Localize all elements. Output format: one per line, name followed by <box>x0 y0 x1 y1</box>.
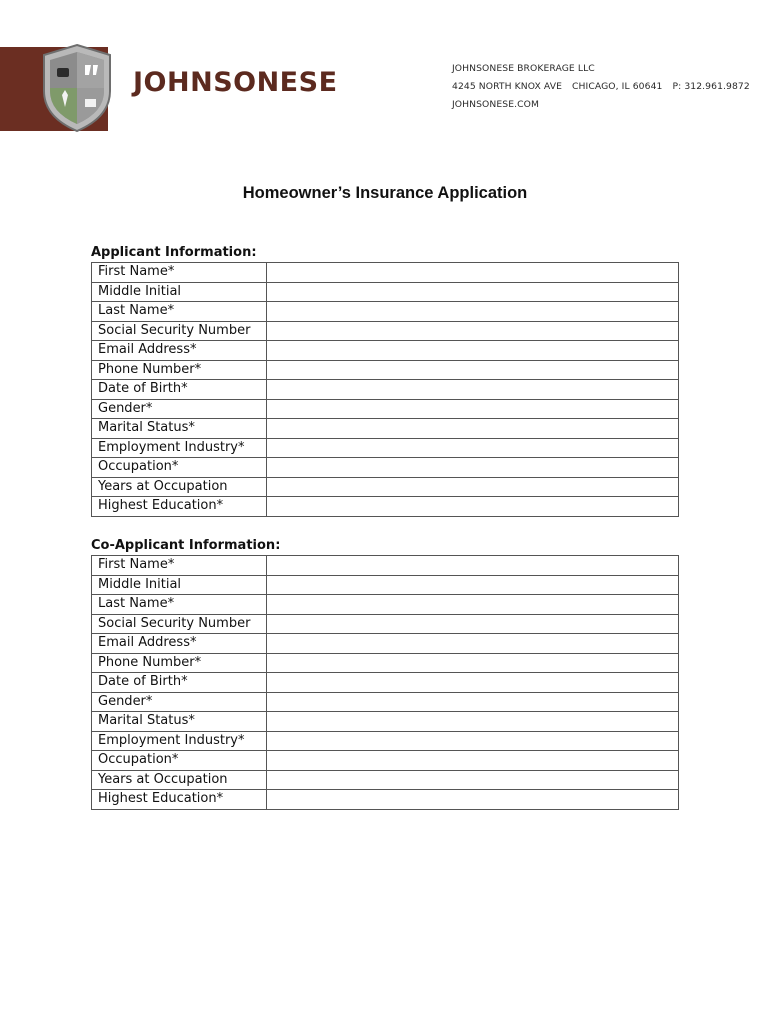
field-label-social-security-number: Social Security Number <box>92 321 267 341</box>
field-input-occupation[interactable] <box>267 458 679 478</box>
field-input-first-name[interactable] <box>267 263 679 283</box>
field-input-occupation[interactable] <box>267 751 679 771</box>
field-label-email-address: Email Address* <box>92 341 267 361</box>
company-name: JOHNSONESE BROKERAGE LLC <box>452 63 595 74</box>
address-street: 4245 NORTH KNOX AVE <box>452 81 563 92</box>
field-input-employment-industry[interactable] <box>267 731 679 751</box>
website-link[interactable]: JOHNSONESE.COM <box>452 99 539 110</box>
form-row <box>92 790 679 810</box>
field-label-highest-education: Highest Education* <box>92 790 267 810</box>
section-title-co-applicant: Co-Applicant Information: <box>91 538 281 553</box>
field-input-middle-initial[interactable] <box>267 282 679 302</box>
field-input-marital-status[interactable] <box>267 419 679 439</box>
form-row <box>92 360 679 380</box>
field-label-gender: Gender* <box>92 692 267 712</box>
field-label-marital-status: Marital Status* <box>92 419 267 439</box>
form-row <box>92 751 679 771</box>
field-input-date-of-birth[interactable] <box>267 673 679 693</box>
shield-crest-icon <box>40 43 114 133</box>
field-label-years-at-occupation: Years at Occupation <box>92 770 267 790</box>
form-row <box>92 673 679 693</box>
contact-block <box>452 62 750 116</box>
field-input-middle-initial[interactable] <box>267 575 679 595</box>
form-row <box>92 595 679 615</box>
field-input-marital-status[interactable] <box>267 712 679 732</box>
field-input-first-name[interactable] <box>267 556 679 576</box>
field-input-years-at-occupation[interactable] <box>267 770 679 790</box>
address-city: CHICAGO, IL 60641 <box>572 81 663 92</box>
form-row <box>92 692 679 712</box>
form-row <box>92 341 679 361</box>
field-input-date-of-birth[interactable] <box>267 380 679 400</box>
field-label-date-of-birth: Date of Birth* <box>92 673 267 693</box>
field-input-highest-education[interactable] <box>267 790 679 810</box>
form-row <box>92 497 679 517</box>
form-row <box>92 419 679 439</box>
field-label-middle-initial: Middle Initial <box>92 575 267 595</box>
field-input-last-name[interactable] <box>267 595 679 615</box>
form-row <box>92 614 679 634</box>
field-label-middle-initial: Middle Initial <box>92 282 267 302</box>
field-label-last-name: Last Name* <box>92 302 267 322</box>
page-title: Homeowner’s Insurance Application <box>242 184 528 202</box>
field-label-email-address: Email Address* <box>92 634 267 654</box>
form-row <box>92 399 679 419</box>
field-label-date-of-birth: Date of Birth* <box>92 380 267 400</box>
field-label-employment-industry: Employment Industry* <box>92 438 267 458</box>
field-input-gender[interactable] <box>267 399 679 419</box>
field-input-phone-number[interactable] <box>267 360 679 380</box>
field-input-highest-education[interactable] <box>267 497 679 517</box>
field-input-years-at-occupation[interactable] <box>267 477 679 497</box>
field-input-social-security-number[interactable] <box>267 614 679 634</box>
field-label-highest-education: Highest Education* <box>92 497 267 517</box>
field-label-social-security-number: Social Security Number <box>92 614 267 634</box>
form-row <box>92 380 679 400</box>
field-label-first-name: First Name* <box>92 263 267 283</box>
field-label-phone-number: Phone Number* <box>92 360 267 380</box>
form-row <box>92 770 679 790</box>
phone-number: P: 312.961.9872 <box>672 81 750 92</box>
field-input-email-address[interactable] <box>267 341 679 361</box>
form-row <box>92 712 679 732</box>
field-input-employment-industry[interactable] <box>267 438 679 458</box>
field-label-marital-status: Marital Status* <box>92 712 267 732</box>
form-row <box>92 653 679 673</box>
form-row <box>92 634 679 654</box>
field-label-last-name: Last Name* <box>92 595 267 615</box>
address-line <box>452 80 750 98</box>
form-row <box>92 556 679 576</box>
field-label-gender: Gender* <box>92 399 267 419</box>
co-applicant-form-table <box>91 555 679 810</box>
field-input-last-name[interactable] <box>267 302 679 322</box>
form-row <box>92 263 679 283</box>
brand-name: JOHNSONESE <box>133 67 338 98</box>
field-label-employment-industry: Employment Industry* <box>92 731 267 751</box>
form-row <box>92 575 679 595</box>
form-row <box>92 302 679 322</box>
applicant-form-table <box>91 262 679 517</box>
form-row <box>92 477 679 497</box>
form-row <box>92 731 679 751</box>
section-title-applicant: Applicant Information: <box>91 245 257 260</box>
form-row <box>92 321 679 341</box>
letterhead <box>0 0 770 140</box>
form-row <box>92 282 679 302</box>
field-label-occupation: Occupation* <box>92 458 267 478</box>
field-label-years-at-occupation: Years at Occupation <box>92 477 267 497</box>
form-row <box>92 458 679 478</box>
field-input-social-security-number[interactable] <box>267 321 679 341</box>
field-label-phone-number: Phone Number* <box>92 653 267 673</box>
field-input-phone-number[interactable] <box>267 653 679 673</box>
field-label-first-name: First Name* <box>92 556 267 576</box>
form-row <box>92 438 679 458</box>
field-label-occupation: Occupation* <box>92 751 267 771</box>
field-input-email-address[interactable] <box>267 634 679 654</box>
field-input-gender[interactable] <box>267 692 679 712</box>
